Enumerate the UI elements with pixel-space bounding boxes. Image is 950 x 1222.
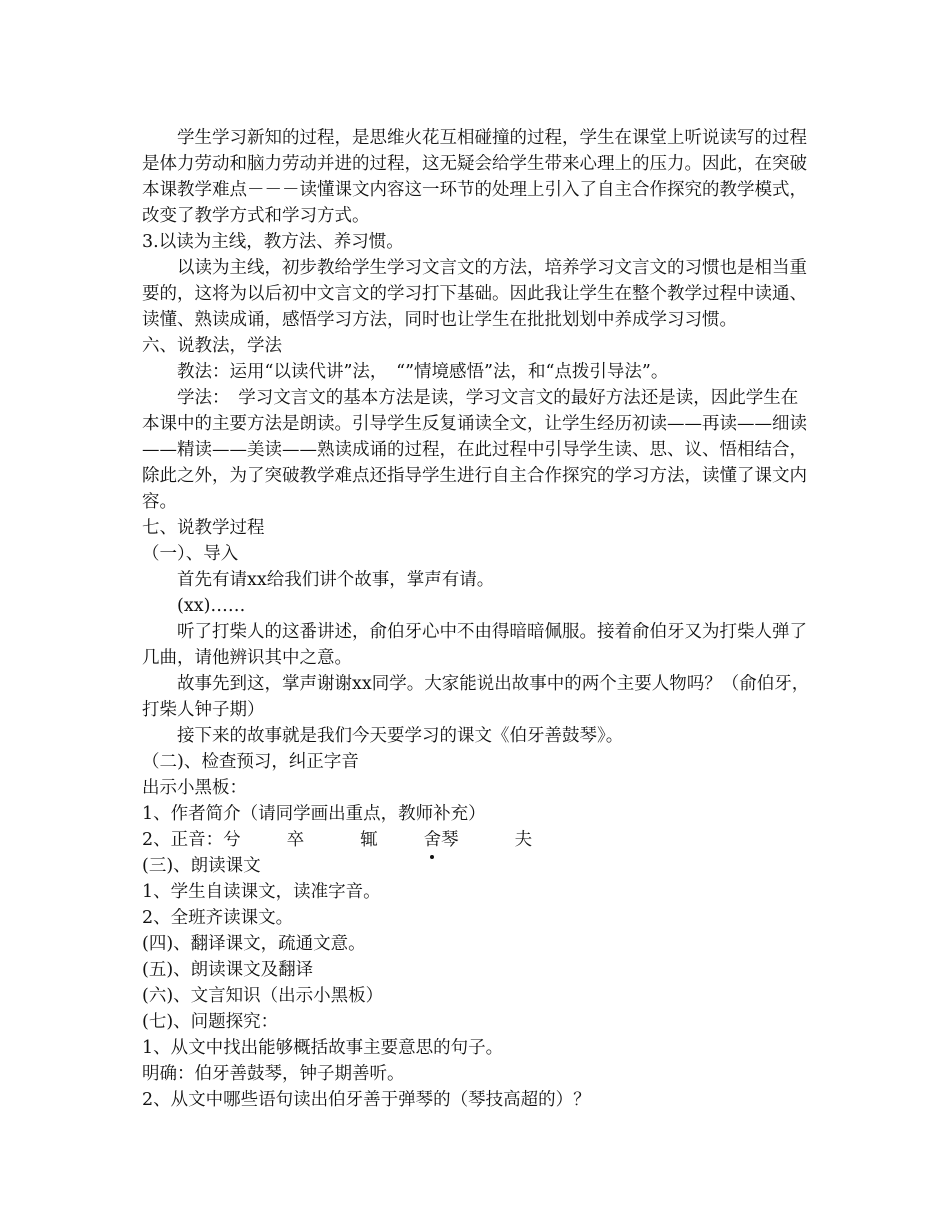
subheading-preview-check: （二)、检查预习，纠正字音 [142, 752, 359, 772]
paragraph-story-narration: 听了打柴人的这番讲述，俞伯牙心中不由得暗暗佩服。接着俞伯牙又为打柴人弹了几曲，请他辨识其中之意。 [142, 622, 807, 668]
paragraph-blackboard: 出示小黑板： [142, 778, 247, 798]
list-item-pronunciation [142, 827, 810, 853]
subheading-introduction: （一）、导入 [142, 544, 239, 564]
paragraph-learning-process: 学生学习新知的过程，是思维火花互相碰撞的过程，学生在课堂上听说读写的过程是体力劳动和脑力劳动并进的过程，这无疑会给学生带来心理上的压力。因此，在突破本课教学难点－－－读懂课文内容这一环节的处理上引入了自主合作探究的教学模式，改变了教学方式和学习方式。 [142, 128, 807, 226]
subheading-translation: (四)、翻译课文，疏通文意。 [142, 934, 366, 954]
list-item-main-sentence: 1、从文中找出能够概括故事主要意思的句子。 [142, 1038, 504, 1058]
pronunciation-char: 夫 [514, 830, 533, 850]
paragraph-story-placeholder: (xx)…… [177, 596, 246, 616]
pronunciation-char: 兮 [223, 830, 241, 850]
list-item-self-reading: 1、学生自读课文，读准字音。 [142, 882, 381, 902]
paragraph-story-invite: 首先有请xx给我们讲个故事，掌声有请。 [177, 570, 495, 590]
subheading-question-inquiry: (七)、问题探究： [142, 1012, 279, 1032]
paragraph-read-main-line: 以读为主线，初步教给学生学习文言文的方法，培养学习文言文的习惯也是相当重要的，这将为以后初中文言文的学习打下基础。因此我让学生在整个教学过程中读通、读懂、熟读成诵，感悟学习方法，同时也让学生在批批划划中养成学习习惯。 [142, 258, 807, 330]
heading-read-main-line: 3.以读为主线，教方法、养习惯。 [142, 232, 404, 252]
paragraph-clarification: 明确：伯牙善鼓琴，钟子期善听。 [142, 1064, 405, 1084]
subheading-classical-knowledge: (六)、文言知识（出示小黑板） [142, 986, 384, 1006]
pronunciation-char: 琴 [441, 830, 459, 850]
pronunciation-char-emphasized: 舍 [424, 827, 442, 853]
pronunciation-label: 2、正音： [142, 830, 224, 850]
section-heading-process: 七、说教学过程 [142, 518, 265, 538]
pronunciation-char: 卒 [286, 830, 305, 850]
paragraph-story-question: 故事先到这，掌声谢谢xx同学。大家能说出故事中的两个主要人物吗？（俞伯牙，打柴人钟子期） [142, 674, 810, 720]
subheading-reading-translation: (五)、朗读课文及翻译 [142, 960, 314, 980]
paragraph-teaching-method: 教法：运用“以读代讲”法， “”情境感悟”法，和“点拨引导法”。 [177, 362, 669, 382]
subheading-reading-aloud: (三)、朗读课文 [142, 856, 261, 876]
pronunciation-char: 辄 [360, 830, 378, 850]
paragraph-lesson-title: 接下来的故事就是我们今天要学习的课文《伯牙善鼓琴》。 [177, 726, 624, 746]
list-item-author-intro: 1、作者简介（请同学画出重点，教师补充） [142, 804, 486, 824]
paragraph-learning-method: 学法： 学习文言文的基本方法是读，学习文言文的最好方法还是读，因此学生在本课中的主要方法是朗读。引导学生反复诵读全文，让学生经历初读——再读——细读——精读——美读——熟读成诵的过程，在此过程中引导学生读、思、议、悟相结合，除此之外，为了突破教学难点还指导学生进行自主合作探究的学习方法，读懂了课文内容。 [142, 388, 807, 512]
list-item-skill-question: 2、从文中哪些语句读出伯牙善于弹琴的（琴技高超的）？ [142, 1090, 591, 1110]
document-body [142, 125, 810, 1113]
section-heading-methods: 六、说教法，学法 [142, 336, 282, 356]
list-item-class-reading: 2、全班齐读课文。 [142, 908, 294, 928]
